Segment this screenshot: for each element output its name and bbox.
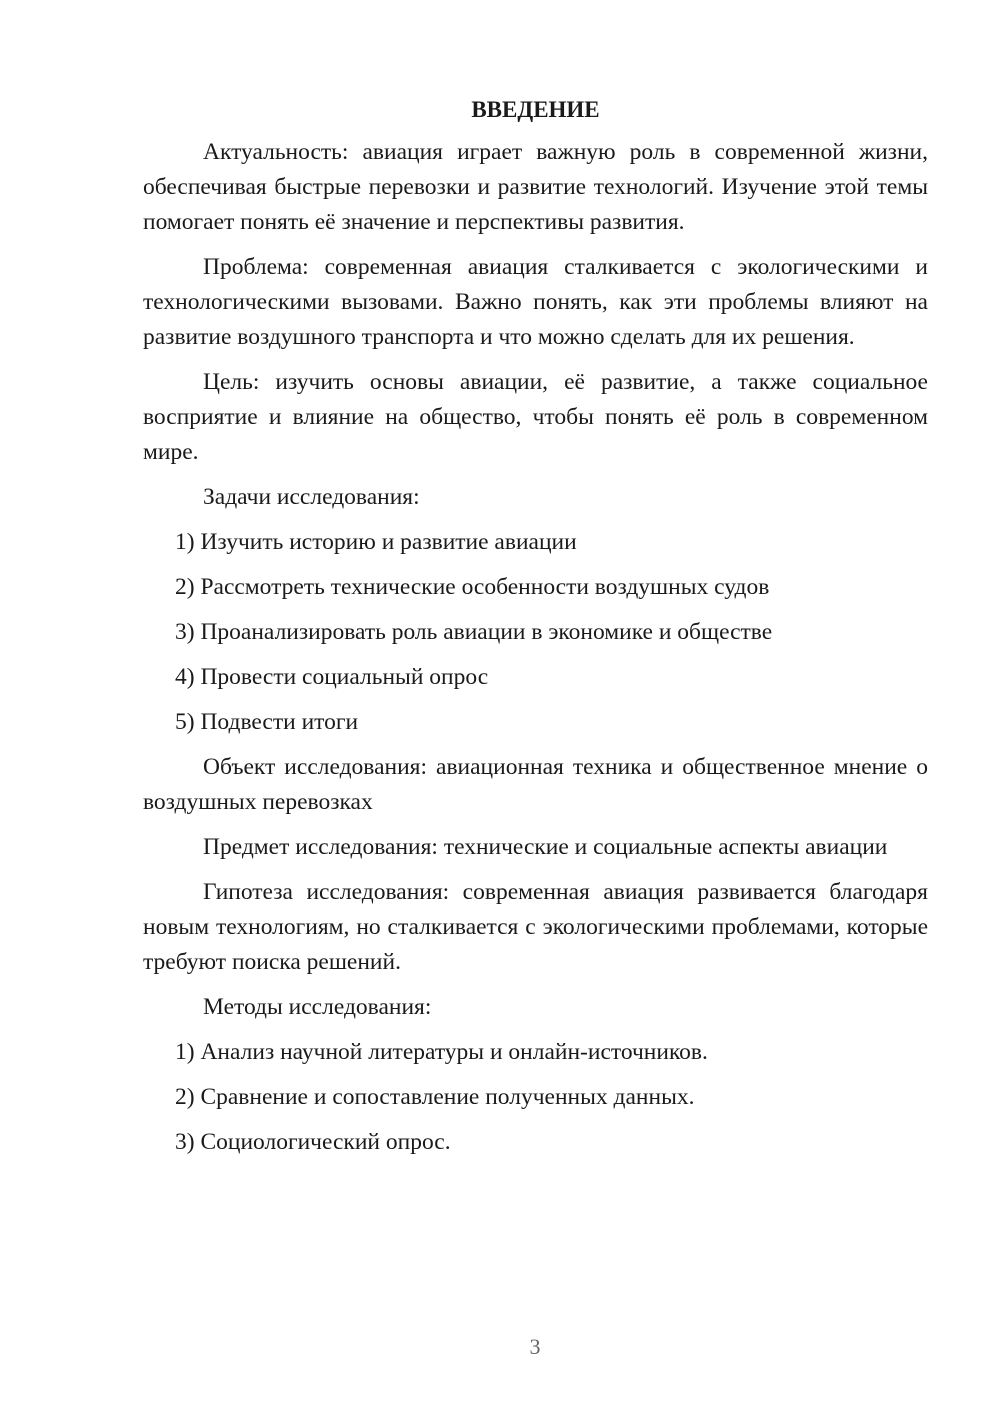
goal-paragraph: Цель: изучить основы авиации, её развитие, а также социальное восприятие и влияние на общество, чтобы понять её роль в современном мире. (143, 369, 928, 465)
methods-list (143, 1035, 928, 1160)
tasks-list (143, 525, 928, 740)
list-item: 5) Подвести итоги (175, 709, 359, 735)
page-title: ВВЕДЕНИЕ (471, 97, 600, 122)
relevance-paragraph: Актуальность: авиация играет важную роль в современной жизни, обеспечивая быстрые перевозки и развитие технологий. Изучение этой темы помогает понять её значение и перспективы развития. (143, 139, 928, 235)
list-item: 2) Сравнение и сопоставление полученных данных. (175, 1084, 695, 1110)
page-content (143, 92, 928, 1170)
methods-heading: Методы исследования: (203, 994, 432, 1020)
tasks-heading: Задачи исследования: (203, 484, 420, 510)
list-item: 3) Социологический опрос. (175, 1129, 451, 1155)
page-number: 3 (529, 1334, 541, 1359)
object-paragraph: Объект исследования: авиационная техника и общественное мнение о воздушных перевозках (143, 754, 928, 815)
list-item: 3) Проанализировать роль авиации в экономике и обществе (175, 619, 773, 645)
list-item: 1) Анализ научной литературы и онлайн-источников. (175, 1039, 708, 1065)
hypothesis-paragraph: Гипотеза исследования: современная авиация развивается благодаря новым технологиям, но сталкивается с экологическими проблемами, которые требуют поиска решений. (143, 879, 928, 975)
list-item: 1) Изучить историю и развитие авиации (175, 529, 577, 555)
problem-paragraph: Проблема: современная авиация сталкивается с экологическими и технологическими вызовами. Важно понять, как эти проблемы влияют на развитие воздушного транспорта и что можно сделать для их решения. (143, 254, 928, 350)
list-item: 2) Рассмотреть технические особенности воздушных судов (175, 574, 770, 600)
list-item: 4) Провести социальный опрос (175, 664, 489, 690)
subject-paragraph: Предмет исследования: технические и социальные аспекты авиации (203, 834, 888, 860)
